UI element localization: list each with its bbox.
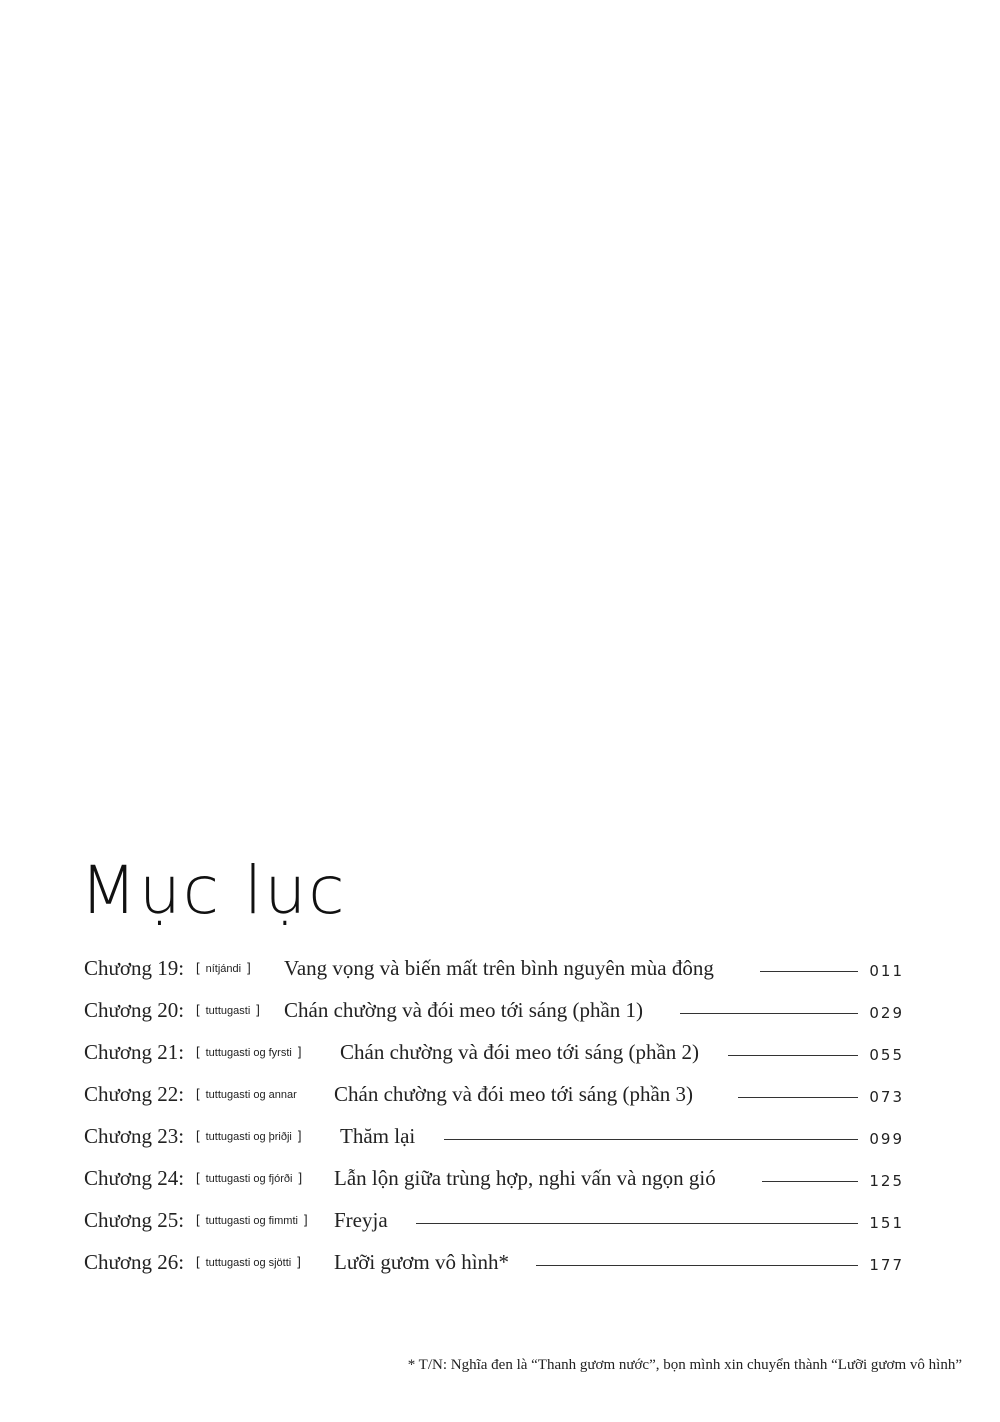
chapter-number: Chương 23: xyxy=(84,1124,185,1148)
chapter-name: Freyja xyxy=(334,1208,388,1232)
chapter-number: Chương 21: xyxy=(84,1040,185,1064)
toc-row-chapter-22[interactable] xyxy=(84,1078,904,1114)
dot-leader xyxy=(760,971,858,972)
page-number: 055 xyxy=(869,1046,904,1064)
icelandic-tag: [ nítjándi ] xyxy=(196,960,251,975)
icelandic-word: tuttugasti og fjórði xyxy=(205,1173,293,1185)
dot-leader xyxy=(762,1181,858,1182)
chapter-number: Chương 20: xyxy=(84,998,185,1022)
icelandic-tag: [ tuttugasti og fyrsti ] xyxy=(196,1044,302,1059)
chapter-name: Thăm lại xyxy=(340,1124,416,1148)
icelandic-word: tuttugasti og fyrsti xyxy=(205,1047,292,1059)
toc-row-chapter-21[interactable] xyxy=(84,1036,904,1072)
icelandic-word: tuttugasti xyxy=(205,1005,251,1017)
icelandic-tag: [ tuttugasti og þriðji ] xyxy=(196,1128,302,1143)
toc-row-chapter-25[interactable] xyxy=(84,1204,904,1240)
toc-row-chapter-20[interactable] xyxy=(84,994,904,1030)
chapter-number: Chương 25: xyxy=(84,1208,185,1232)
dot-leader xyxy=(680,1013,858,1014)
page-number: 125 xyxy=(869,1172,904,1190)
icelandic-tag: [ tuttugasti og sjötti ] xyxy=(196,1254,301,1269)
toc-row-chapter-26[interactable] xyxy=(84,1246,904,1282)
chapter-number: Chương 19: xyxy=(84,956,185,980)
page-number: 073 xyxy=(869,1088,904,1106)
chapter-number: Chương 22: xyxy=(84,1082,185,1106)
icelandic-tag: [ tuttugasti og fimmti ] xyxy=(196,1212,308,1227)
chapter-name: Chán chường và đói meo tới sáng (phần 1) xyxy=(284,998,644,1022)
icelandic-word: tuttugasti og sjötti xyxy=(205,1257,292,1269)
icelandic-tag: [ tuttugasti og annar xyxy=(196,1086,297,1101)
toc-row-chapter-23[interactable] xyxy=(84,1120,904,1156)
chapter-name: Vang vọng và biến mất trên bình nguyên mùa đông xyxy=(284,956,714,980)
translator-footnote: * T/N: Nghĩa đen là “Thanh gươm nước”, bọn mình xin chuyển thành “Lưỡi gươm vô hình” xyxy=(407,1357,962,1373)
page-number: 099 xyxy=(869,1130,904,1148)
chapter-number: Chương 24: xyxy=(84,1166,185,1190)
chapter-name: Chán chường và đói meo tới sáng (phần 2) xyxy=(340,1040,700,1064)
dot-leader xyxy=(536,1265,858,1266)
toc-row-chapter-19[interactable] xyxy=(84,952,904,988)
chapter-name: Chán chường và đói meo tới sáng (phần 3) xyxy=(334,1082,694,1106)
dot-leader xyxy=(416,1223,858,1224)
icelandic-tag: [ tuttugasti ] xyxy=(196,1002,260,1017)
toc-row-chapter-24[interactable] xyxy=(84,1162,904,1198)
chapter-name: Lưỡi gươm vô hình* xyxy=(334,1250,510,1274)
page-number: 177 xyxy=(869,1256,904,1274)
page-number: 011 xyxy=(869,962,904,980)
chapter-name: Lẫn lộn giữa trùng hợp, nghi vấn và ngọn gió xyxy=(334,1166,716,1190)
icelandic-word: nítjándi xyxy=(205,963,242,975)
dot-leader xyxy=(444,1139,858,1140)
icelandic-word: tuttugasti og annar xyxy=(205,1089,297,1101)
page-title: Mục lục xyxy=(80,852,347,929)
page-number: 029 xyxy=(869,1004,904,1022)
icelandic-tag: [ tuttugasti og fjórði ] xyxy=(196,1170,303,1185)
icelandic-word: tuttugasti og þriðji xyxy=(205,1131,292,1143)
chapter-number: Chương 26: xyxy=(84,1250,185,1274)
icelandic-word: tuttugasti og fimmti xyxy=(205,1215,298,1227)
dot-leader xyxy=(738,1097,858,1098)
page-number: 151 xyxy=(869,1214,904,1232)
dot-leader xyxy=(728,1055,858,1056)
